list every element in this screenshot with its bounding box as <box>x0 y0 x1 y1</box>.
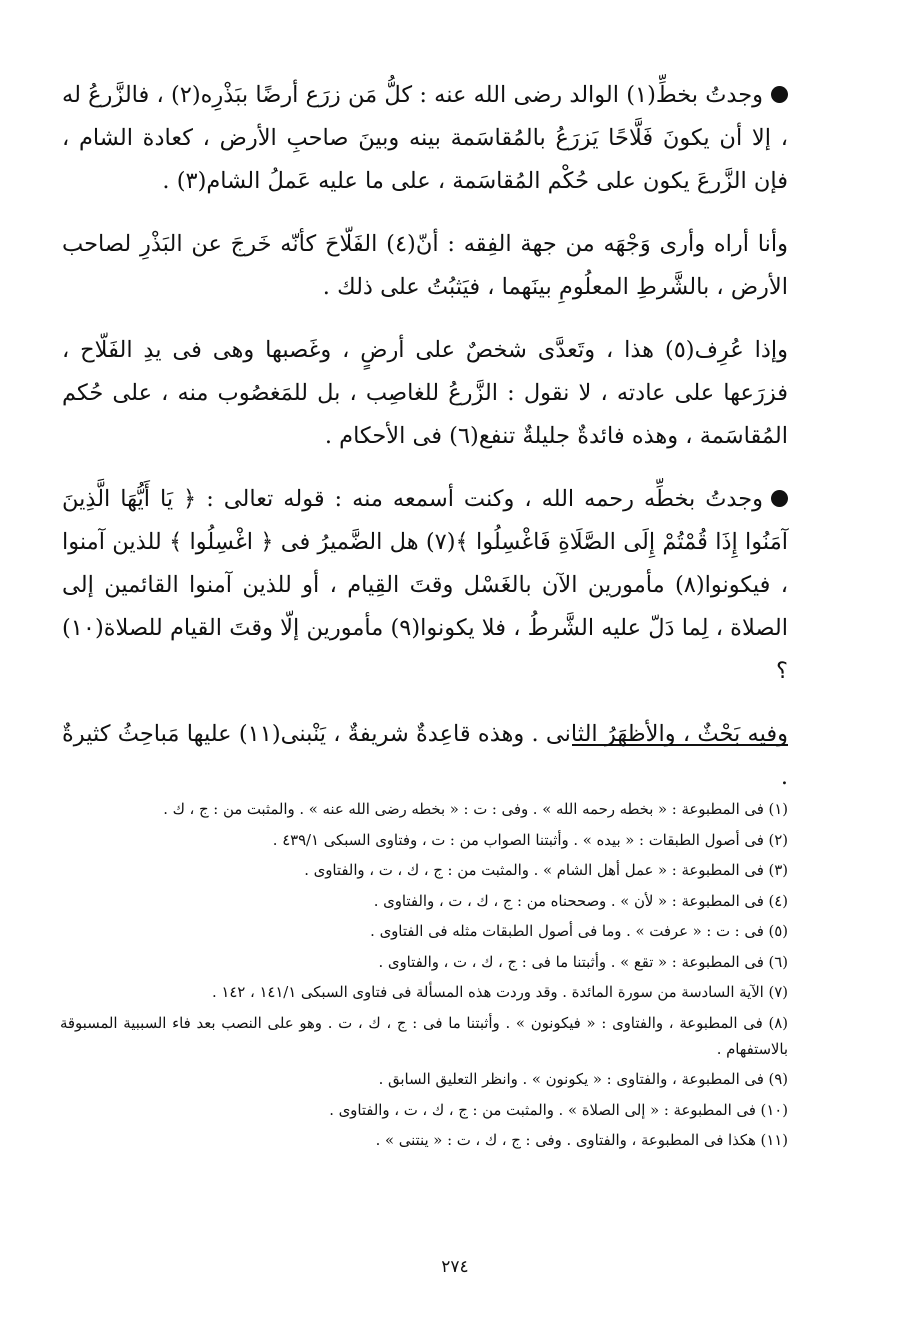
paragraph <box>62 478 788 693</box>
paragraph <box>62 329 788 458</box>
bullet-dot <box>771 490 788 507</box>
footnote: (٥) فى : ت : « عرفت » . وما فى أصول الطبقات مثله فى الفتاوى . <box>370 923 788 940</box>
footnote: (٤) فى المطبوعة : « لأن » . وصححناه من : ج ، ك ، ت ، والفتاوى . <box>373 892 788 910</box>
paragraph <box>62 74 788 203</box>
footnote: (١٠) فى المطبوعة : « إلى الصلاة » . والمثبت من : ج ، ك ، ت ، والفتاوى . <box>329 1101 788 1119</box>
footnote: (٩) فى المطبوعة ، والفتاوى : « يكونون » . وانظر التعليق السابق . <box>378 1071 788 1088</box>
paragraph-text: وجدتُ بخطِّه رحمه الله ، وكنت أسمعه منه : قوله تعالى : ﴿ يَا أَيُّهَا الَّذِينَ آمَنُوا إِذَا قُمْتُمْ إِلَى الصَّلَاةِ فَاغْسِلُوا ﴾(٧) هل الضَّميرُ فى ﴿ اغْسِلُوا ﴾ للذين آمنوا ، فيكونوا(٨) مأمورين الآن بالغَسْل وقتَ القِيام ، أو للذين آمنوا القائمين إلى الصلاة ، لِما دَلّ عليه الشَّرطُ ، فلا يكونوا(٩) مأمورين إلّا وقتَ القيام للصلاة(١٠) ؟ <box>62 486 789 684</box>
paragraph-text: وجدتُ بخطِّ(١) الوالد رضى الله عنه : كلُّ مَن زرَع أرضًا ببَذْرِه(٢) ، فالزَّرعُ له ، إلا أن يكونَ فَلَّاحًا يَزرَعُ بالمُقاسَمة بينه وبينَ صاحبِ الأرض ، كعادة الشام ، فإن الزَّرعَ يكون على حُكْم المُقاسَمة ، على ما عليه عَملُ الشام(٣) . <box>62 82 788 194</box>
paragraph-text: وإذا عُرِف(٥) هذا ، وتَعدَّى شخصٌ على أرضٍ ، وغَصبها وهى فى يدِ الفَلّاح ، فزرَعها على عادته ، لا نقول : الزَّرعُ للغاصِب ، بل للمَغصُوب منه ، على حُكم المُقاسَمة ، وهذه فائدةٌ جليلةٌ تنفع(٦) فى الأحكام . <box>62 337 788 449</box>
footnote: (٨) فى المطبوعة ، والفتاوى : « فيكونون » . وأثبتنا ما فى : ج ، ك ، ت . وهو على النصب بعد فاء السببية المسبوقة بالاستفهام . <box>60 1014 788 1058</box>
footnote: (٣) فى المطبوعة : « عمل أهل الشام » . والمثبت من : ج ، ك ، ت ، والفتاوى . <box>304 862 788 879</box>
paragraph-text: وفيه بَحْثٌ ، والأظهَرُ الثانى . وهذه قاعِدةٌ شريفةٌ ، يَنْبنى(١١) عليها مَباحِثُ كثيرةٌ . <box>62 721 788 790</box>
footnote: (٦) فى المطبوعة : « تقع » . وأثبتنا ما فى : ج ، ك ، ت ، والفتاوى . <box>378 953 788 971</box>
paragraph-text: وأنا أراه وأرى وَجْهَه من جهة الفِقه : أنّ(٤) الفَلّاحَ كأنّه خَرجَ عن البَذْرِ لصاحب الأرض ، بالشَّرطِ المعلُومِ بينَهما ، فيَثبُتُ على ذلك . <box>62 231 789 300</box>
footnote: (٧) الآية السادسة من سورة المائدة . وقد وردت هذه المسألة فى فتاوى السبكى ١٤١/١ ، ١٤٢ . <box>211 984 788 1001</box>
paragraph <box>62 713 788 799</box>
footnotes <box>60 797 788 1159</box>
footnote: (١) فى المطبوعة : « بخطه رحمه الله » . وفى : ت : « بخطه رضى الله عنه » . والمثبت من : ج ، ك . <box>163 801 788 818</box>
paragraph <box>62 223 788 309</box>
footnote: (١١) هكذا فى المطبوعة ، والفتاوى . وفى : ج ، ك ، ت : « ينتنى » . <box>375 1132 788 1149</box>
main-text <box>62 74 788 819</box>
page-number: ٢٧٤ <box>441 1257 469 1277</box>
footnote: (٢) فى أصول الطبقات : « بيده » . وأثبتنا الصواب من : ت ، وفتاوى السبكى ٤٣٩/١ . <box>272 831 788 849</box>
footnote-separator <box>572 744 788 746</box>
bullet-dot <box>771 86 788 103</box>
